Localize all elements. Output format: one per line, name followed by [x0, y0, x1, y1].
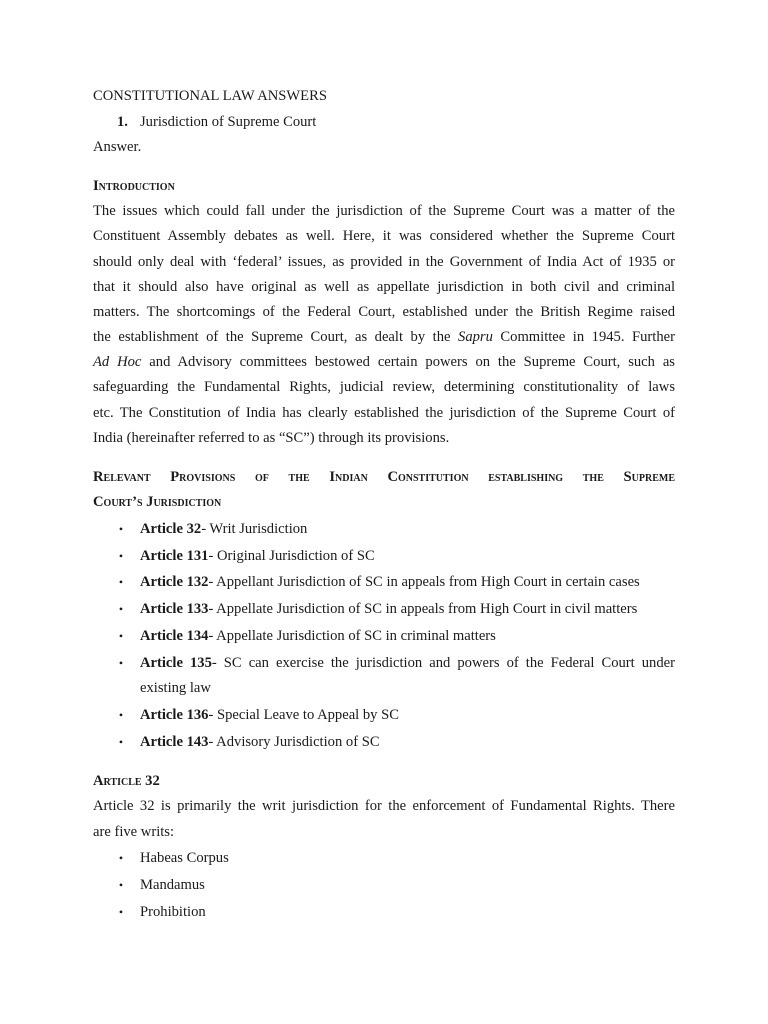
ad-hoc-italic: Ad Hoc: [93, 354, 142, 370]
provision-article: Article 131: [140, 548, 209, 564]
bullet-icon: •: [118, 549, 124, 563]
writ-item: Prohibition: [140, 904, 206, 920]
bullet-icon: •: [118, 735, 124, 749]
intro-line-6-part-b: Committee in 1945. Further: [492, 329, 675, 345]
writ-item: Habeas Corpus: [140, 850, 229, 866]
intro-line-6-part-a: the establishment of the Supreme Court, as dealt by the: [93, 329, 459, 345]
bullet-icon: •: [118, 878, 124, 892]
provisions-heading-line-2: Court’s Jurisdiction: [93, 494, 222, 510]
intro-line-4: that it should also have original as well as appellate jurisdiction in both civil and criminal: [93, 279, 675, 295]
intro-heading: Introduction: [93, 178, 175, 194]
provision-article: Article 133: [140, 601, 209, 617]
provision-item: [140, 573, 675, 591]
question-text: Jurisdiction of Supreme Court: [140, 114, 317, 130]
bullet-icon: •: [118, 629, 124, 643]
provision-item: [140, 627, 675, 645]
article32-line-2: are five writs:: [93, 824, 175, 840]
provision-item: [140, 706, 675, 724]
intro-line-7: [93, 353, 675, 371]
intro-line-1: The issues which could fall under the jurisdiction of the Supreme Court was a matter of the: [93, 203, 675, 219]
provision-text: - Original Jurisdiction of SC: [208, 548, 375, 564]
intro-line-5: matters. The shortcomings of the Federal Court, established under the British Regime raised: [93, 304, 675, 320]
provision-text: - Appellant Jurisdiction of SC in appeals from High Court in certain cases: [208, 574, 640, 590]
bullet-icon: •: [118, 905, 124, 919]
bullet-icon: •: [118, 656, 124, 670]
provision-article: Article 135: [140, 655, 212, 671]
provision-item: [140, 600, 675, 618]
article32-heading: Article 32: [93, 773, 160, 789]
intro-line-8: safeguarding the Fundamental Rights, judicial review, determining constitutionality of laws: [93, 379, 675, 395]
provision-article: Article 134: [140, 628, 209, 644]
intro-line-6: [93, 328, 675, 346]
writ-item: Mandamus: [140, 877, 205, 893]
provision-text: - Special Leave to Appeal by SC: [208, 707, 399, 723]
provision-item-continuation: existing law: [140, 680, 211, 696]
provision-item: [140, 547, 675, 565]
provision-text: - Advisory Jurisdiction of SC: [208, 734, 380, 750]
document-title: CONSTITUTIONAL LAW ANSWERS: [93, 88, 327, 104]
provision-item: [140, 654, 675, 672]
intro-line-3: should only deal with ‘federal’ issues, as provided in the Government of India Act of 1935 or: [93, 254, 675, 270]
bullet-icon: •: [118, 522, 124, 536]
bullet-icon: •: [118, 575, 124, 589]
provision-text: - Appellate Jurisdiction of SC in criminal matters: [208, 628, 496, 644]
article32-line-1: Article 32 is primarily the writ jurisdiction for the enforcement of Fundamental Rights. There: [93, 798, 675, 814]
question-number: 1.: [117, 114, 128, 130]
bullet-icon: •: [118, 851, 124, 865]
provisions-heading-line-1: Relevant Provisions of the Indian Constitution establishing the Supreme: [93, 469, 675, 485]
provision-article: Article 136: [140, 707, 209, 723]
provision-article: Article 32: [140, 521, 202, 537]
intro-line-10: India (hereinafter referred to as “SC”) through its provisions.: [93, 430, 450, 446]
intro-line-7-part-b: and Advisory committees bestowed certain powers on the Supreme Court, such as: [141, 354, 675, 370]
provision-text: - Writ Jurisdiction: [201, 521, 308, 537]
sapru-italic: Sapru: [458, 329, 493, 345]
bullet-icon: •: [118, 602, 124, 616]
intro-line-2: Constituent Assembly debates as well. Here, it was considered whether the Supreme Court: [93, 228, 675, 244]
answer-label: Answer.: [93, 139, 142, 155]
provision-article: Article 143: [140, 734, 209, 750]
bullet-icon: •: [118, 708, 124, 722]
provision-text: - Appellate Jurisdiction of SC in appeals from High Court in civil matters: [208, 601, 638, 617]
provision-text: - SC can exercise the jurisdiction and powers of the Federal Court under: [211, 655, 675, 671]
provision-article: Article 132: [140, 574, 209, 590]
provision-item: [140, 733, 675, 751]
provision-item: [140, 520, 675, 538]
intro-line-9: etc. The Constitution of India has clearly established the jurisdiction of the Supreme Court of: [93, 405, 675, 421]
